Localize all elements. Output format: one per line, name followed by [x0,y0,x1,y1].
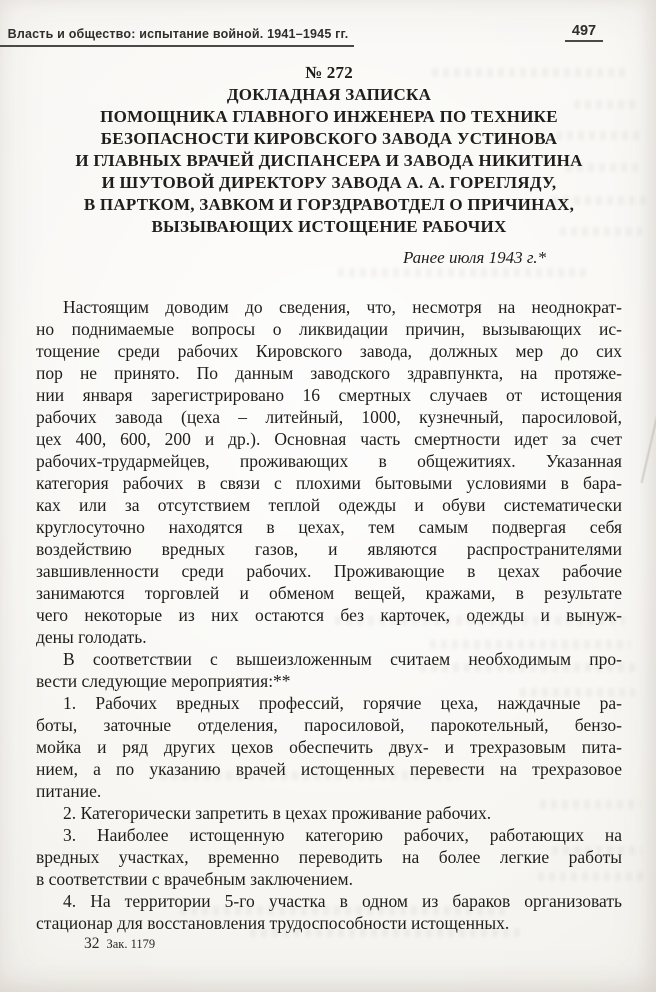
bleed-through-mark [520,688,635,697]
bleed-through-mark [180,906,510,915]
text-line: но поднимаемые вопросы о ликвидации причин, вызывающих ис- [36,319,622,339]
text-line: рабочих-трудармейцев, проживающих в общежитиях. Указанная [36,451,622,471]
text-line: завшивленности среди рабочих. Проживающие в цехах рабочие [36,561,622,581]
document-title-line: ВЫЗЫВАЮЩИХ ИСТОЩЕНИЕ РАБОЧИХ [151,217,507,236]
text-line: вредных участках, временно переводить на более легкие работы [36,847,622,867]
text-line: нии января зарегистрировано 16 смертных случаев от истощения [36,385,622,405]
document-title [36,84,622,238]
text-line: рабочих завода (цеха – литейный, 1000, кузнечный, паросиловой, [36,407,622,427]
text-line: в соответствии с врачебным заключением. [36,869,353,889]
text-line: категория рабочих в связи с плохими бытовыми условиями в бара- [36,473,622,493]
bleed-through-mark [430,640,630,649]
text-line: В соответствии с вышеизложенным считаем необходимым про- [63,649,622,669]
text-line: тощение среди рабочих Кировского завода, должных мер до сих [36,341,622,361]
document [36,62,622,934]
paragraph [36,824,622,890]
text-line: круглосуточно находятся в цехах, тем самым подвергая себя [36,517,622,537]
running-head-rule [0,45,354,47]
text-line: вести следующие мероприятия:** [36,671,291,691]
text-line: 3. Наиболее истощенную категорию рабочих, работающих на [63,825,622,845]
page-crease [641,393,656,483]
text-line: дены голодать. [36,627,147,647]
print-footer [84,935,155,953]
text-line: мойка и ряд других цехов обеспечить двух- и трехразовым пита- [36,737,622,757]
document-number: № 272 [305,63,353,82]
text-line: воздействию вредных газов, и являются распространителями [36,539,622,559]
bleed-through-mark [552,196,646,205]
bleed-through-mark [432,68,628,77]
document-title-line: ДОКЛАДНАЯ ЗАПИСКА [226,85,432,104]
bleed-through-mark [538,872,643,881]
bleed-through-mark [160,771,460,780]
bleed-through-mark [335,616,625,625]
running-head-title: Власть и общество: испытание войной. 1941–1945 гг. [7,27,349,41]
document-title-line: БЕЗОПАСНОСТИ КИРОВСКОГО ЗАВОДА УСТИНОВА [100,129,558,148]
bleed-through-mark [566,163,642,172]
print-order-number: Зак. 1179 [106,937,156,951]
page-number: 497 [565,23,603,42]
document-title-line: ПОМОЩНИКА ГЛАВНОГО ИНЖЕНЕРА ПО ТЕХНИКЕ [100,107,558,126]
text-line: Настоящим доводим до сведения, что, несмотря на неоднократ- [63,297,622,317]
text-line: 2. Категорически запретить в цехах проживание рабочих. [63,803,492,823]
document-dateline: Ранее июля 1943 г.* [402,248,546,267]
text-line: боты, заточные отделения, паросиловой, парокотельный, бензо- [36,715,622,735]
paragraph [36,692,622,802]
text-line: питание. [36,781,102,801]
bleed-through-mark [540,800,640,809]
text-line: 4. На территории 5-го участка в одном из бараков организовать [63,891,622,911]
bleed-through-mark [560,227,642,236]
text-line: цех 400, 600, 200 и др.). Основная часть смертности идет за счет [36,429,622,449]
document-title-line: В ПАРТКОМ, ЗАВКОМ И ГОРЗДРАВОТДЕЛ О ПРИЧИНАХ, [83,195,575,214]
bleed-through-mark [552,846,642,855]
bleed-through-mark [250,928,520,937]
paragraph [36,296,622,648]
text-line: чего некоторые из них остаются без карточек, одежды и вынуж- [36,605,622,625]
bleed-through-mark [574,100,640,109]
text-line: пор не принято. По данным заводского здравпункта, на протяже- [36,363,622,383]
text-line: 1. Рабочих вредных профессий, горячие цеха, наждачные ра- [63,693,622,713]
signature-number: 32 [84,935,100,952]
bleed-through-mark [556,131,642,140]
bleed-through-mark [338,268,588,277]
paragraph [36,802,622,824]
document-title-line: И ШУТОВОЙ ДИРЕКТОРУ ЗАВОДА А. А. ГОРЕГЛЯДУ, [101,173,557,192]
text-line: ках или за отсутствием теплой одежды и обуви систематически [36,495,622,515]
bleed-through-mark [420,663,635,672]
text-line: нием, а по указанию врачей истощенных перевести на трехразовое [36,759,622,779]
document-title-line: И ГЛАВНЫХ ВРАЧЕЙ ДИСПАНСЕРА И ЗАВОДА НИКИТИНА [75,151,583,170]
text-line: стационар для восстановления трудоспособности истощенных. [36,913,510,933]
document-body [36,296,622,934]
text-line: занимаются торговлей и обменом вещей, кражами, в результате [36,583,622,603]
